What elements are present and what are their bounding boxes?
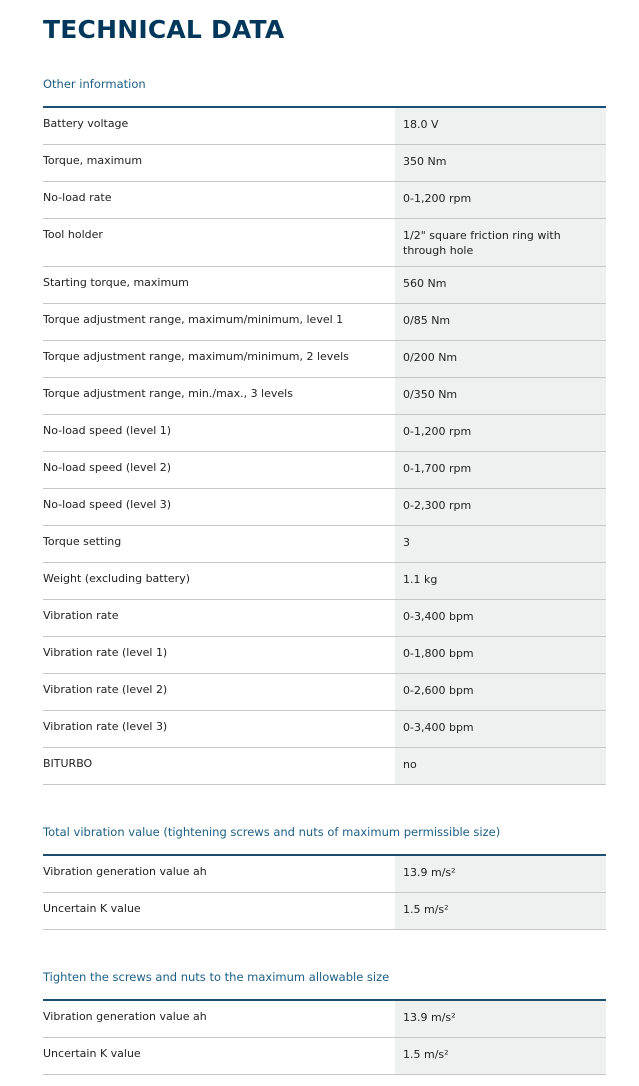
spec-value: 0-1,700 rpm bbox=[395, 452, 606, 488]
spec-row bbox=[43, 856, 606, 893]
spec-label: No-load speed (level 3) bbox=[43, 489, 395, 525]
spec-row bbox=[43, 415, 606, 452]
section-heading: Other information bbox=[43, 77, 146, 91]
spec-value: 0-1,800 bpm bbox=[395, 637, 606, 673]
spec-label: Starting torque, maximum bbox=[43, 267, 395, 303]
spec-row bbox=[43, 563, 606, 600]
spec-row bbox=[43, 304, 606, 341]
spec-row bbox=[43, 108, 606, 145]
spec-label: Torque adjustment range, maximum/minimum, level 1 bbox=[43, 304, 395, 340]
spec-value: 0-2,300 rpm bbox=[395, 489, 606, 525]
spec-section bbox=[43, 955, 606, 1075]
spec-label: Torque adjustment range, min./max., 3 levels bbox=[43, 378, 395, 414]
spec-row bbox=[43, 526, 606, 563]
spec-value: 1.5 m/s² bbox=[395, 1038, 606, 1074]
spec-row bbox=[43, 452, 606, 489]
spec-label: No-load rate bbox=[43, 182, 395, 218]
spec-value: 3 bbox=[395, 526, 606, 562]
section-heading: Total vibration value (tightening screws and nuts of maximum permissible size) bbox=[43, 825, 501, 839]
spec-value: 560 Nm bbox=[395, 267, 606, 303]
spec-row bbox=[43, 1001, 606, 1038]
spec-row bbox=[43, 1038, 606, 1075]
spec-table bbox=[43, 999, 606, 1075]
spec-label: Vibration rate (level 3) bbox=[43, 711, 395, 747]
spec-label: No-load speed (level 2) bbox=[43, 452, 395, 488]
spec-value: 0-3,400 bpm bbox=[395, 600, 606, 636]
page-title: TECHNICAL DATA bbox=[43, 15, 285, 44]
spec-row bbox=[43, 219, 606, 267]
spec-row bbox=[43, 600, 606, 637]
spec-label: Torque setting bbox=[43, 526, 395, 562]
spec-table bbox=[43, 106, 606, 785]
spec-value: 13.9 m/s² bbox=[395, 1001, 606, 1037]
spec-label: Vibration generation value ah bbox=[43, 856, 395, 892]
sections-container bbox=[43, 62, 606, 1075]
spec-label: Torque, maximum bbox=[43, 145, 395, 181]
spec-label: BITURBO bbox=[43, 748, 395, 784]
spec-label: No-load speed (level 1) bbox=[43, 415, 395, 451]
spec-value: 0-3,400 bpm bbox=[395, 711, 606, 747]
spec-section bbox=[43, 810, 606, 930]
spec-label: Battery voltage bbox=[43, 108, 395, 144]
spec-row bbox=[43, 674, 606, 711]
spec-value: 350 Nm bbox=[395, 145, 606, 181]
spec-row bbox=[43, 378, 606, 415]
spec-row bbox=[43, 182, 606, 219]
spec-label: Vibration rate (level 2) bbox=[43, 674, 395, 710]
section-heading: Tighten the screws and nuts to the maximum allowable size bbox=[43, 970, 390, 984]
spec-label: Weight (excluding battery) bbox=[43, 563, 395, 599]
spec-value: 13.9 m/s² bbox=[395, 856, 606, 892]
spec-row bbox=[43, 267, 606, 304]
spec-label: Uncertain K value bbox=[43, 893, 395, 929]
spec-label: Uncertain K value bbox=[43, 1038, 395, 1074]
spec-table bbox=[43, 854, 606, 930]
spec-value: 0/350 Nm bbox=[395, 378, 606, 414]
spec-label: Vibration generation value ah bbox=[43, 1001, 395, 1037]
spec-value: 0-2,600 bpm bbox=[395, 674, 606, 710]
spec-value: 0-1,200 rpm bbox=[395, 182, 606, 218]
spec-label: Vibration rate (level 1) bbox=[43, 637, 395, 673]
spec-label: Vibration rate bbox=[43, 600, 395, 636]
spec-value: 18.0 V bbox=[395, 108, 606, 144]
spec-row bbox=[43, 893, 606, 930]
spec-row bbox=[43, 341, 606, 378]
spec-row bbox=[43, 145, 606, 182]
spec-value: 1/2" square friction ring with through hole bbox=[395, 219, 606, 266]
spec-row bbox=[43, 637, 606, 674]
spec-value: 0/200 Nm bbox=[395, 341, 606, 377]
spec-section bbox=[43, 62, 606, 785]
spec-value: 0-1,200 rpm bbox=[395, 415, 606, 451]
spec-value: 0/85 Nm bbox=[395, 304, 606, 340]
spec-row bbox=[43, 489, 606, 526]
spec-value: no bbox=[395, 748, 606, 784]
spec-row bbox=[43, 748, 606, 785]
spec-value: 1.1 kg bbox=[395, 563, 606, 599]
spec-row bbox=[43, 711, 606, 748]
spec-label: Torque adjustment range, maximum/minimum, 2 levels bbox=[43, 341, 395, 377]
spec-value: 1.5 m/s² bbox=[395, 893, 606, 929]
spec-label: Tool holder bbox=[43, 219, 395, 266]
